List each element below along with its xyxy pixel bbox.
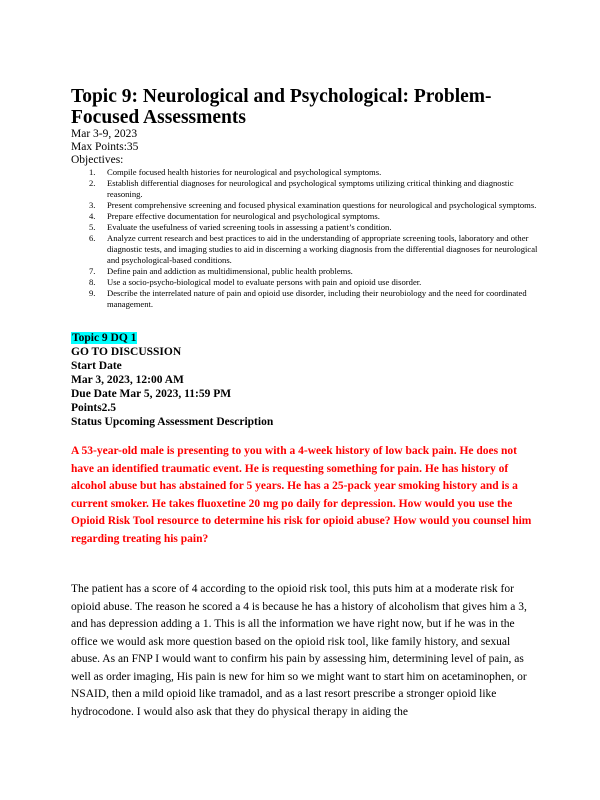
list-item xyxy=(89,233,541,266)
list-item xyxy=(89,178,541,200)
objective-number: 6. xyxy=(89,233,96,243)
objective-number: 8. xyxy=(89,277,96,287)
points: Points2.5 xyxy=(71,402,117,414)
objective-number: 9. xyxy=(89,288,96,298)
objective-text: Compile focused health histories for neurological and psychological symptoms. xyxy=(107,167,382,177)
objective-text: Describe the interrelated nature of pain and opioid use disorder, including their neurobiology and the need for coordinated management. xyxy=(107,288,527,309)
objectives-label: Objectives: xyxy=(71,154,124,166)
list-item xyxy=(89,200,541,211)
list-item xyxy=(89,222,541,233)
objective-text: Establish differential diagnoses for neurological and psychological symptoms utilizing critical thinking and diagnostic reasoning. xyxy=(107,178,514,199)
list-item xyxy=(89,266,541,277)
list-item xyxy=(89,277,541,288)
start-date-label: Start Date xyxy=(71,360,122,372)
objectives-list xyxy=(71,167,541,310)
go-to-discussion-link[interactable]: GO TO DISCUSSION xyxy=(71,346,182,358)
objective-text: Analyze current research and best practices to aid in the understanding of appropriate screening tools, laboratory and other diagnostic tests, and imaging studies to aid in discerning a working diagnosis from the differential diagnoses for neurological and psychological-based conditions. xyxy=(107,233,538,265)
objective-number: 3. xyxy=(89,200,96,210)
objective-number: 4. xyxy=(89,211,96,221)
objective-text: Present comprehensive screening and focused physical examination questions for neurological and psychological symptoms. xyxy=(107,200,537,210)
objective-number: 1. xyxy=(89,167,96,177)
list-item xyxy=(89,288,541,310)
due-date: Due Date Mar 5, 2023, 11:59 PM xyxy=(71,388,232,400)
objective-text: Use a socio-psycho-biological model to evaluate persons with pain and opioid use disorder. xyxy=(107,277,422,287)
objective-text: Prepare effective documentation for neurological and psychological symptoms. xyxy=(107,211,380,221)
page-title: Topic 9: Neurological and Psychological: Problem-Focused Assessments xyxy=(71,86,492,128)
objective-number: 7. xyxy=(89,266,96,276)
max-points: Max Points:35 xyxy=(71,141,139,153)
discussion-block xyxy=(71,331,541,429)
status: Status Upcoming Assessment Description xyxy=(71,416,274,428)
document-page xyxy=(71,86,541,733)
objective-number: 5. xyxy=(89,222,96,232)
discussion-title: Topic 9 DQ 1 xyxy=(72,332,137,344)
objective-text: Define pain and addiction as multidimensional, public health problems. xyxy=(107,266,353,276)
start-date-value: Mar 3, 2023, 12:00 AM xyxy=(71,374,184,386)
list-item xyxy=(89,211,541,222)
objective-number: 2. xyxy=(89,178,96,188)
discussion-prompt: A 53-year-old male is presenting to you with a 4-week history of low back pain. He does not have an identified traumatic event. He is requesting something for pain. He has history of alcohol abuse but has abstained for 5 years. He has a 25-pack year smoking history and is a current smoker. He takes fluoxetine 20 mg po daily for depression. How would you use the Opioid Risk Tool resource to determine his risk for opioid abuse? How would you counsel him regarding treating his pain? xyxy=(71,445,532,545)
response-text: The patient has a score of 4 according to the opioid risk tool, this puts him at a moderate risk for opioid abuse. The reason he scored a 4 is because he has a history of alcoholism that gives him a 3, and has depression adding a 1. This is all the information we have right now, but if he was in the office we would ask more question based on the opioid risk tool, like family history, and sexual abuse. As an FNP I would want to confirm his pain by assessing him, determining level of pain, as well as order imaging, His pain is new for him so we might want to start him on acetaminophen, or NSAID, then a mild opioid like tramadol, and as a last resort prescribe a stronger opioid like hydrocodone. I would also ask that they do physical therapy in aiding the xyxy=(71,583,527,718)
objective-text: Evaluate the usefulness of varied screening tools in assessing a patient’s condition. xyxy=(107,222,392,232)
date-range: Mar 3-9, 2023 xyxy=(71,128,138,140)
list-item xyxy=(89,167,541,178)
